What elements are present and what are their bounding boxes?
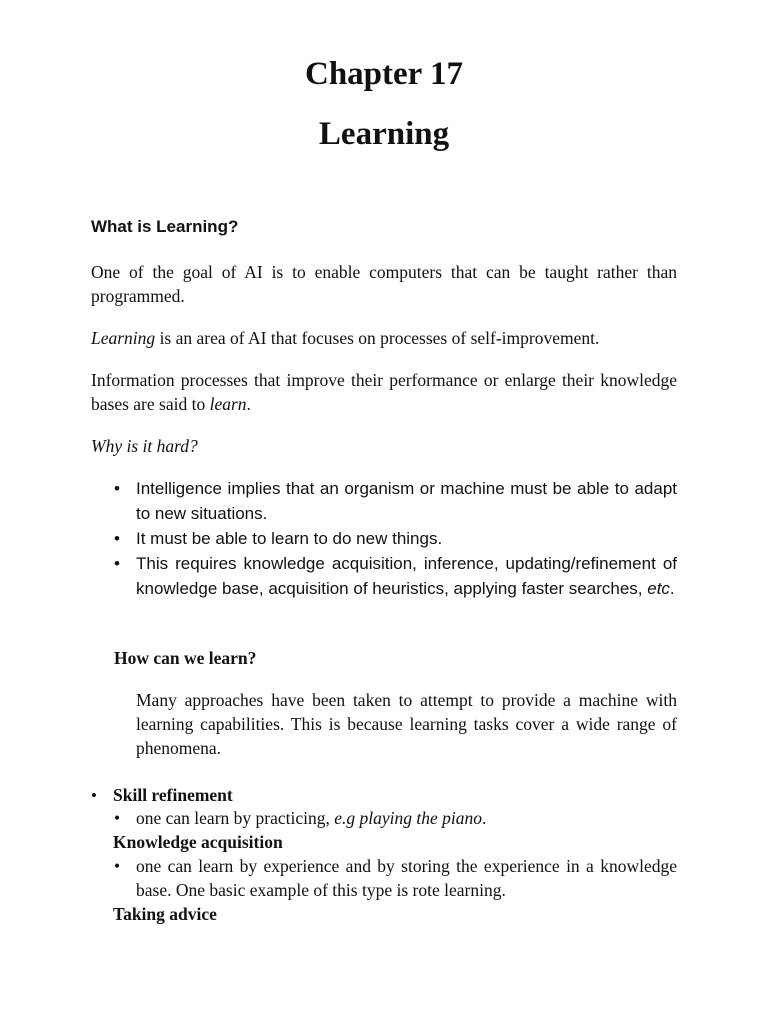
skill-item-text: one can learn by practicing, xyxy=(136,808,335,828)
list-item xyxy=(114,526,677,551)
list-item xyxy=(114,551,677,601)
info-text: Information processes that improve their performance or enlarge their knowledge bases are said to xyxy=(91,370,677,414)
hard-bullet-2: It must be able to learn to do new things. xyxy=(136,529,443,548)
definition-rest: is an area of AI that focuses on processes of self-improvement. xyxy=(155,328,600,348)
list-item xyxy=(114,476,677,526)
method-bullet: • xyxy=(91,786,97,805)
chapter-name-title: Learning xyxy=(318,116,450,152)
section-heading: What is Learning? xyxy=(91,217,239,236)
intro-paragraph: One of the goal of AI is to enable computers that can be taught rather than programmed. xyxy=(91,262,677,306)
hard-bullet-3-end: . xyxy=(669,579,675,598)
skill-refinement-heading: Skill refinement xyxy=(113,785,233,805)
chapter-number-title: Chapter 17 xyxy=(305,56,463,92)
how-learn-paragraph: Many approaches have been taken to attempt to provide a machine with learning capabilities. This is because learning tasks cover a wide range of phenomena. xyxy=(136,690,677,758)
info-emphasis: learn xyxy=(209,394,247,414)
knowledge-acquisition-heading: Knowledge acquisition xyxy=(113,832,283,852)
definition-paragraph xyxy=(91,326,691,350)
knowledge-acquisition-list xyxy=(114,854,677,902)
why-hard-heading: Why is it hard? xyxy=(91,436,198,456)
list-item xyxy=(114,854,677,902)
skill-refinement-list xyxy=(114,806,677,830)
list-item xyxy=(114,806,677,830)
definition-term: Learning xyxy=(91,328,156,348)
how-learn-heading: How can we learn? xyxy=(114,648,257,668)
info-end: . xyxy=(246,394,251,414)
skill-item-emph: e.g playing the piano xyxy=(334,808,483,828)
hard-bullets-list xyxy=(114,476,677,601)
hard-bullet-1: Intelligence implies that an organism or machine must be able to adapt to new situations. xyxy=(136,479,677,523)
hard-bullet-3-text: This requires knowledge acquisition, inference, updating/refinement of knowledge base, acquisition of heuristics, applying faster searches, xyxy=(136,554,677,598)
taking-advice-heading: Taking advice xyxy=(113,904,217,924)
info-paragraph xyxy=(91,368,677,416)
skill-item-end: . xyxy=(482,808,487,828)
knowledge-item: one can learn by experience and by storing the experience in a knowledge base. One basic example of this type is rote learning. xyxy=(136,856,677,900)
hard-bullet-3-emph: etc xyxy=(647,579,670,598)
